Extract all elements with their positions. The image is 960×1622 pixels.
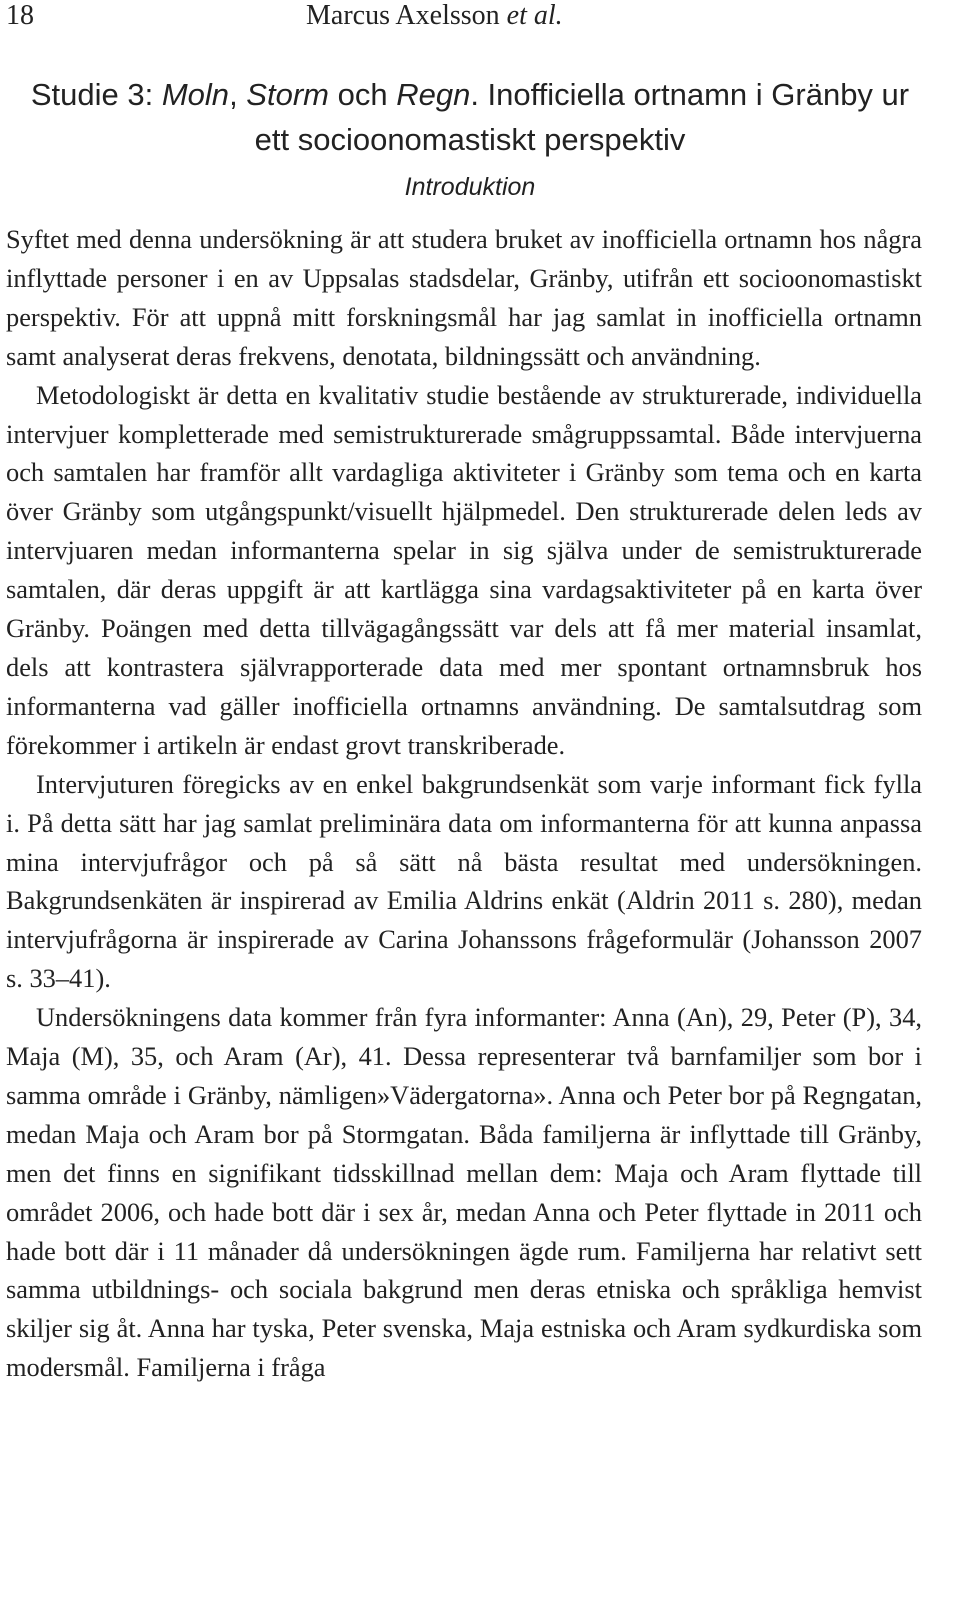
paragraph-syfte: Syftet med denna undersökning är att studera bruket av inofficiella ortnamn hos några inflyttade personer i en av Uppsalas stadsdelar, Gränby, utifrån ett socioonomastiskt perspektiv. För att uppnå mitt forskningsmål har jag samlat in inofficiella ortnamn samt analyserat deras frekvens, denotata, bildningssätt och användning. — [6, 224, 922, 371]
title-sep1: , — [229, 77, 247, 112]
subheading-introduktion: Introduktion — [404, 173, 536, 201]
paragraph-informanter: Undersökningens data kommer från fyra informanter: Anna (An), 29, Peter (P), 34, Maja (M), 35, och Aram (Ar), 41. Dessa representerar två barnfamiljer som bor i samma område i Gränby, nämligen»Vädergatorna». Anna och Peter bor på Regngatan, medan Maja och Aram bor på Stormgatan. Båda familjerna är inflyttade till Gränby, men det finns en signifikant tidsskillnad mellan dem: Maja och Aram flyttade till området 2006, och hade bott där i sex år, medan Anna och Peter flyttade in 2011 och hade bott där i 11 månader då undersökningen ägde rum. Familjerna har relativt sett samma utbildnings- och sociala bakgrund men deras etniska och språkliga hemvist skiljer sig åt. Anna har tyska, Peter svenska, Maja estniska och Aram sydkurdiska som modersmål. Familjerna i fråga — [6, 1002, 922, 1383]
title-rest: . Inofficiella ortnamn i Gränby ur ett socioonomastiskt perspektiv — [254, 77, 910, 157]
page-number: 18 — [6, 0, 34, 31]
body-text — [6, 220, 922, 1387]
running-head — [6, 0, 926, 34]
title-storm: Storm — [246, 77, 329, 112]
running-author — [306, 0, 563, 32]
title-och: och — [328, 77, 397, 112]
section-title — [20, 72, 920, 162]
author-name: Marcus Axelsson — [306, 0, 507, 31]
title-regn: Regn — [396, 77, 471, 112]
paragraph-enkat: Intervjuturen föregicks av en enkel bakgrundsenkät som varje informant fick fylla i. På detta sätt har jag samlat preliminära data om informanterna för att kunna anpassa mina intervjufrågor och på så sätt nå bästa resultat med undersökningen. Bakgrundsenkäten är inspirerad av Emilia Aldrins enkät (Aldrin 2011 s. 280), medan intervjufrågorna är inspirerade av Carina Johanssons frågeformulär (Johansson 2007 s. 33–41). — [6, 768, 922, 994]
title-moln: Moln — [161, 77, 230, 112]
paragraph-metod: Metodologiskt är detta en kvalitativ studie bestående av strukturerade, individuella intervjuer kompletterade med semistrukturerade smågruppssamtal. Både intervjuerna och samtalen har framför allt vardagliga aktiviteter i Gränby som tema och en karta över Gränby som utgångspunkt/visuellt hjälpmedel. Den strukturerade delen leds av intervjuaren medan informanterna spelar in sig själva under de semistrukturerade samtalen, där deras uppgift är att kartlägga sina vardagsaktiviteter på en karta över Gränby. Poängen med detta tillvägagångssätt var dels att få mer material insamlat, dels att kontrastera självrapporterade data med mer spontant ortnamnsbruk hos informanterna vad gäller inofficiella ortnamns användning. De samtalsutdrag som förekommer i artikeln är endast grovt transkriberade. — [6, 379, 922, 760]
author-etal: et al. — [506, 0, 563, 31]
title-prefix: Studie 3: — [30, 77, 162, 112]
